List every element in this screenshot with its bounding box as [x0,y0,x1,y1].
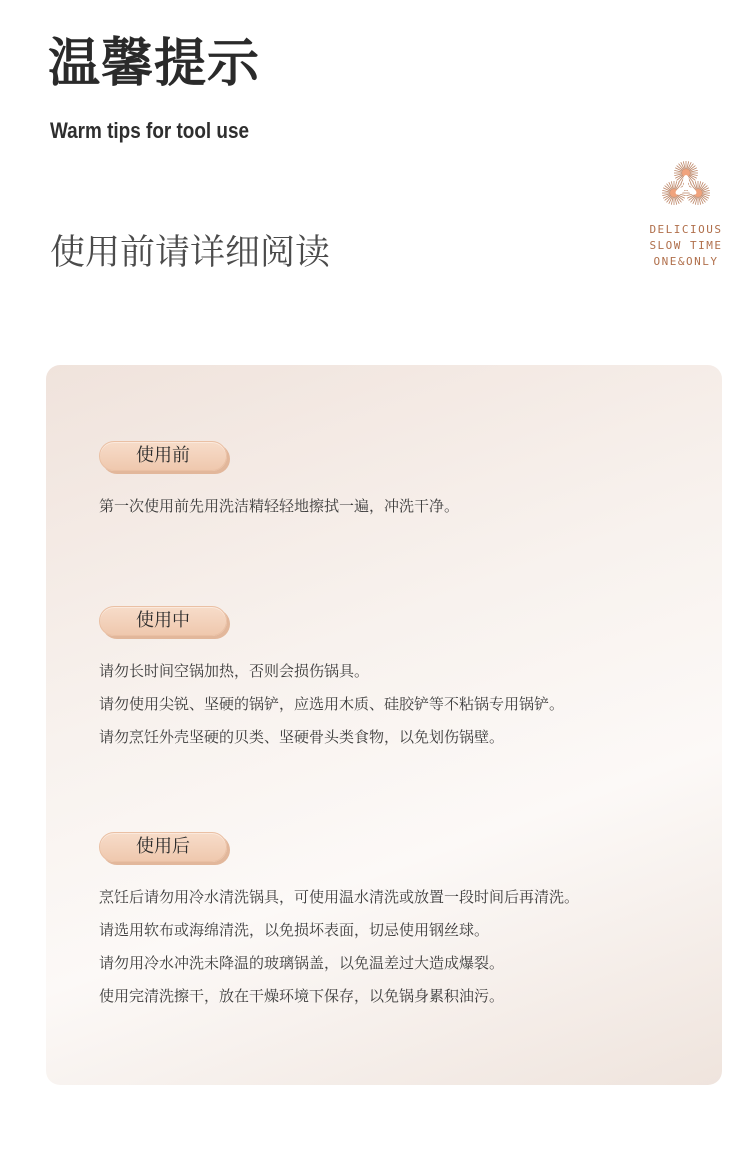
tip-line: 第一次使用前先用洗洁精轻轻地擦拭一遍，冲洗干净。 [99,497,460,515]
brand-line-2: SLOW TIME [649,239,723,252]
brand-line-3: ONE&ONLY [653,255,719,268]
read-carefully-note: 使用前请详细阅读 [50,233,331,273]
brand-block [634,156,738,270]
tip-line: 请勿烹饪外壳坚硬的贝类、坚硬骨头类食物，以免划伤锅壁。 [99,728,505,746]
section-after-use [99,832,579,1013]
tip-line: 请勿使用尖锐、坚硬的锅铲，应选用木质、硅胶铲等不粘锅专用锅铲。 [99,695,565,713]
flower-logo-icon [657,156,715,214]
section-before-use [99,441,459,523]
page-title: 温馨提示 [48,34,261,94]
tips-card [46,365,722,1085]
page-subtitle: Warm tips for tool use [50,118,250,143]
tip-line: 请勿长时间空锅加热，否则会损伤锅具。 [99,662,370,680]
tip-line: 烹饪后请勿用冷水清洗锅具，可使用温水清洗或放置一段时间后再清洗。 [99,888,580,906]
section-lines [99,881,579,1013]
tip-line: 请勿用冷水冲洗未降温的玻璃锅盖，以免温差过大造成爆裂。 [99,954,505,972]
section-label-after-use: 使用后 [99,832,227,862]
section-label-before-use: 使用前 [99,441,227,471]
brand-line-1: DELICIOUS [649,223,723,236]
section-label-during-use: 使用中 [99,606,227,636]
tip-line: 请选用软布或海绵清洗，以免损坏表面，切忌使用钢丝球。 [99,921,490,939]
section-during-use [99,606,564,754]
section-lines [99,655,564,754]
section-lines [99,490,459,523]
tip-line: 使用完清洗擦干，放在干燥环境下保存，以免锅身累积油污。 [99,987,505,1005]
